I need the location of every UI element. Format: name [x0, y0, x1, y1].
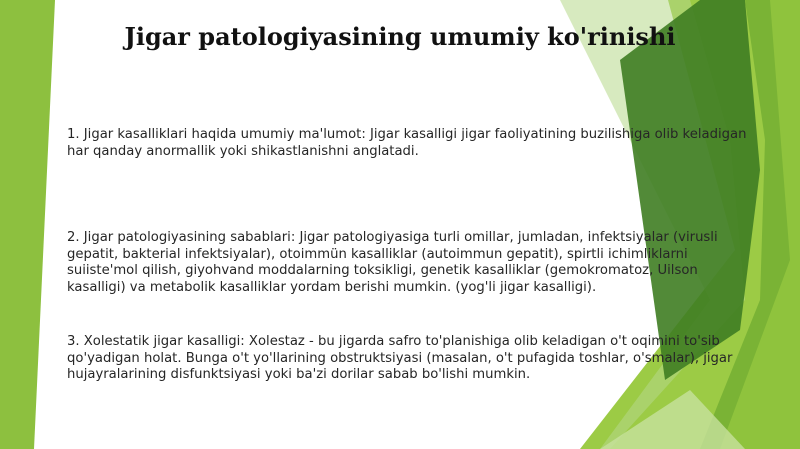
right-dark-green-shape: [620, 0, 760, 380]
paragraph-liver-disease-overview: 1. Jigar kasalliklari haqida umumiy ma'lumot: Jigar kasalligi jigar faoliyatining buzilishiga olib keladigan har qanday anormallik yoki shikastlanishni anglatadi.: [67, 127, 747, 159]
slide-title: Jigar patologiyasining umumiy ko'rinishi: [124, 22, 676, 51]
paragraph-cholestatic-liver-disease: 3. Xolestatik jigar kasalligi: Xolestaz - bu jigarda safro to'planishiga olib keladigan o't oqimini to'sib qo'yadigan holat. Bunga o't yo'llarining obstruktsiyasi (masalan, o't pufagida toshlar, o'smalar), jigar hujayralarining disfunktsiyasi yoki ba'zi dorilar sabab bo'lishi mumkin.: [67, 334, 733, 383]
left-green-band: [0, 0, 55, 449]
paragraph-liver-pathology-causes: 2. Jigar patologiyasining sabablari: Jigar patologiyasiga turli omillar, jumladan, infektsiyalar (virusli gepatit, bakterial infektsiyalar), otoimmün kasalliklar (autoimmun gepatit), spirtli ichimliklarni suiiste'mol qilish, giyohvand moddalarning toksikligi, genetik kasalliklar (gemokromatoz, Uilson kasalligi) va metabolik kasalliklar yordam berishi mumkin. (yog'li jigar kasalligi).: [67, 230, 718, 295]
